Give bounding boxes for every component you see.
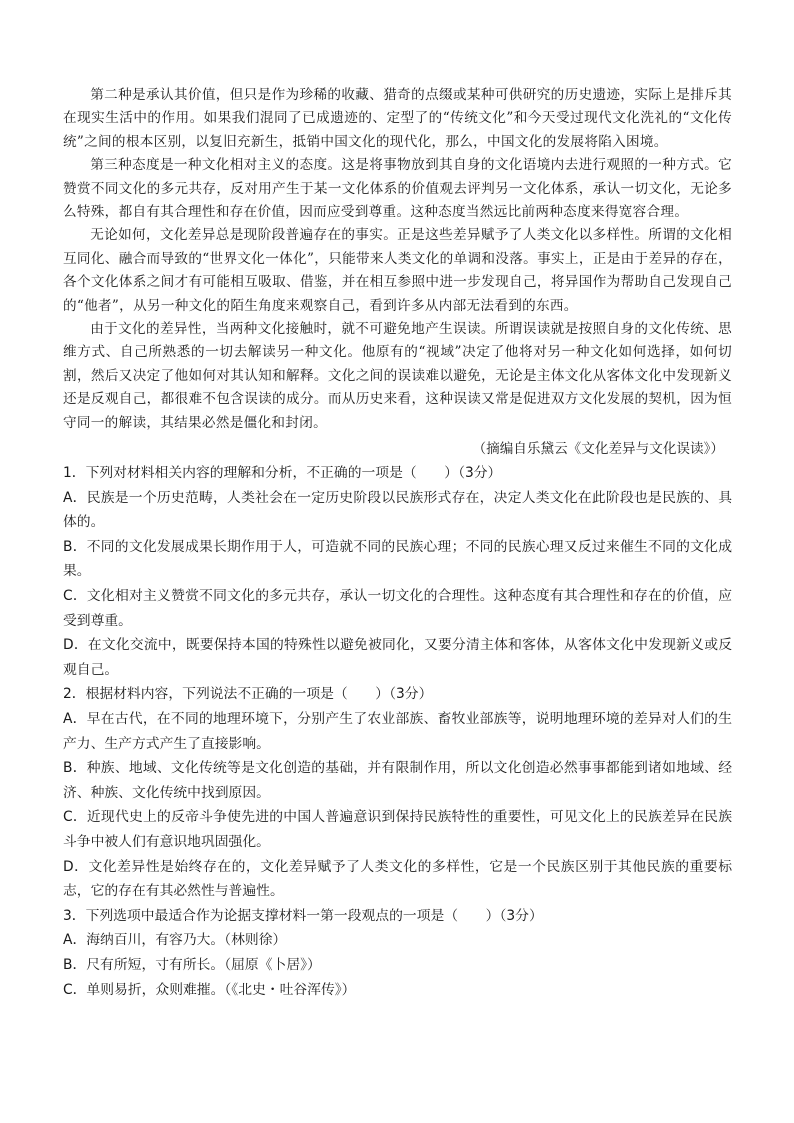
question-stem: 3．下列选项中最适合作为论据支撑材料一第一段观点的一项是（ ）（3分） xyxy=(63,907,543,924)
reading-passage xyxy=(63,84,732,461)
question-1 xyxy=(63,461,732,682)
passage-source: （摘编自乐黛云《文化差异与文化误读》） xyxy=(472,441,724,458)
option-c[interactable]: C．文化相对主义赞赏不同文化的多元共存，承认一切文化的合理性。这种态度有其合理性和存在的价值，应受到尊重。 xyxy=(63,588,732,629)
option-a[interactable]: A．民族是一个历史范畴，人类社会在一定历史阶段以民族形式存在，决定人类文化在此阶段也是民族的、具体的。 xyxy=(63,489,732,531)
option-a[interactable]: A．早在古代，在不同的地理环境下，分别产生了农业部族、畜牧业部族等，说明地理环境的差异对人们的生产力、生产方式产生了直接影响。 xyxy=(63,711,732,752)
question-3 xyxy=(63,904,732,1002)
passage-paragraph: 由于文化的差异性，当两种文化接触时，就不可避免地产生误读。所谓误读就是按照自身的文化传统、思维方式、自己所熟悉的一切去解读另一种文化。他原有的“视域”决定了他将对另一种文化如何选择，如何切割，然后又决定了他如何对其认知和解释。文化之间的误读难以避免，无论是主体文化从客体文化中发现新义还是反观自己，都很难不包含误读的成分。而从历史来看，这种误读又常是促进双方文化发展的契机，因为恒守同一的解读，其结果必然是僵化和封闭。 xyxy=(63,321,732,431)
question-stem: 1．下列对材料相关内容的理解和分析，不正确的一项是（ ）（3分） xyxy=(63,465,502,482)
option-b[interactable]: B．种族、地域、文化传统等是文化创造的基础，并有限制作用，所以文化创造必然事事都能到诸如地域、经济、种族、文化传统中找到原因。 xyxy=(63,760,732,801)
option-a[interactable]: A．海纳百川，有容乃大。（林则徐） xyxy=(63,932,287,949)
question-stem: 2．根据材料内容，下列说法不正确的一项是（ ）（3分） xyxy=(63,686,433,703)
passage-paragraph: 无论如何，文化差异总是现阶段普遍存在的事实。正是这些差异赋予了人类文化以多样性。所谓的文化相互同化、融合而导致的“世界文化一体化”，只能带来人类文化的单调和没落。事实上，正是由于差异的存在，各个文化体系之间才有可能相互吸取、借鉴，并在相互参照中进一步发现自己，将异国作为帮助自己发现自己的“他者”，从另一种文化的陌生角度来观察自己，看到许多从内部无法看到的东西。 xyxy=(63,227,732,314)
option-c[interactable]: C．近现代史上的反帝斗争使先进的中国人普遍意识到保持民族特性的重要性，可见文化上的民族差异在民族斗争中被人们有意识地巩固强化。 xyxy=(63,809,732,850)
passage-paragraph: 第二种是承认其价值，但只是作为珍稀的收藏、猎奇的点缀或某种可供研究的历史遗迹，实际上是排斥其在现实生活中的作用。如果我们混同了已成遗迹的、定型了的“传统文化”和今天受过现代文化洗礼的“文化传统”之间的根本区别，以复旧充新生，抵销中国文化的现代化，那么，中国文化的发展将陷入困境。 xyxy=(63,87,732,150)
option-b[interactable]: B．尺有所短，寸有所长。（屈原《卜居》） xyxy=(63,956,321,973)
option-d[interactable]: D．文化差异性是始终存在的，文化差异赋予了人类文化的多样性，它是一个民族区别于其他民族的重要标志，它的存在有其必然性与普遍性。 xyxy=(63,858,732,900)
passage-paragraph: 第三种态度是一种文化相对主义的态度。这是将事物放到其自身的文化语境内去进行观照的一种方式。它赞赏不同文化的多元共存，反对用产生于某一文化体系的价值观去评判另一文化体系，承认一切文化，无论多么特殊，都自有其合理性和存在价值，因而应受到尊重。这种态度当然远比前两种态度来得宽容合理。 xyxy=(63,157,732,221)
question-2 xyxy=(63,682,732,903)
option-c[interactable]: C．单则易折，众则难摧。（《北史・吐谷浑传》） xyxy=(63,981,356,998)
option-d[interactable]: D．在文化交流中，既要保持本国的特殊性以避免被同化，又要分清主体和客体，从客体文化中发现新义或反观自己。 xyxy=(63,637,732,678)
option-b[interactable]: B．不同的文化发展成果长期作用于人，可造就不同的民族心理；不同的民族心理又反过来催生不同的文化成果。 xyxy=(63,538,732,580)
